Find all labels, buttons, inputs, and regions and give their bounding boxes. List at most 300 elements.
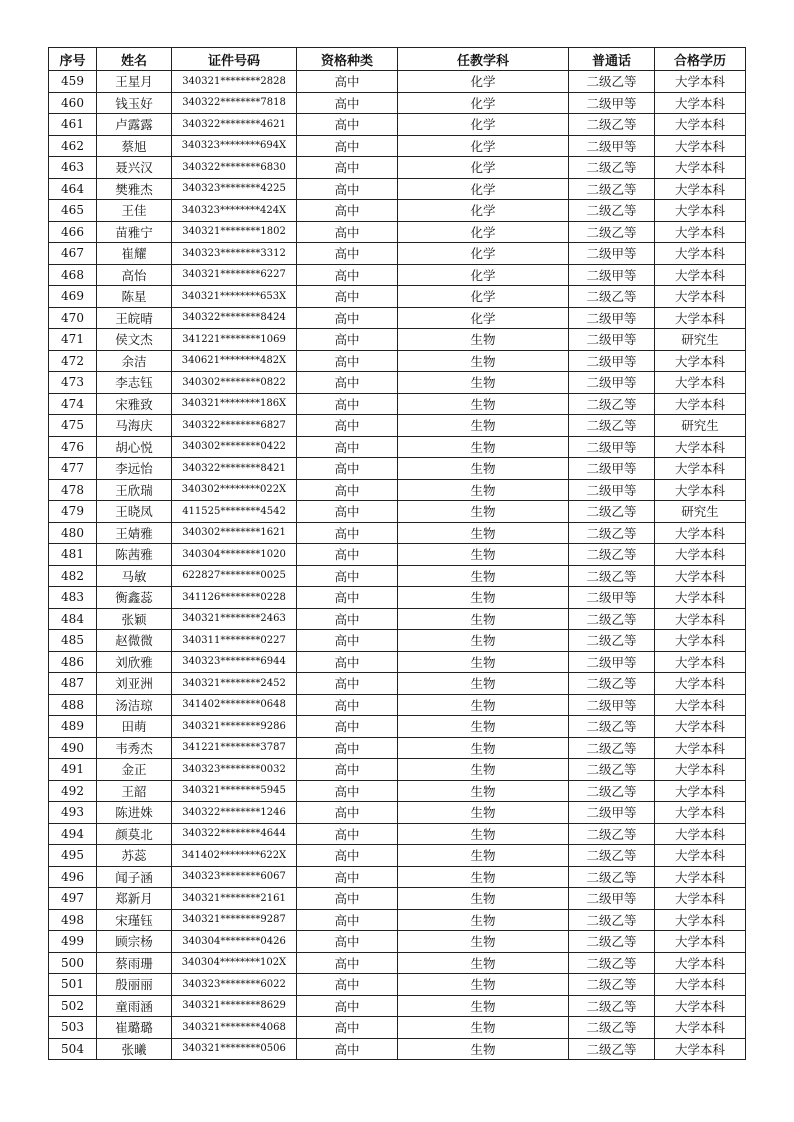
table-row (49, 92, 746, 114)
cell-qualification-type: 高中 (297, 393, 398, 415)
cell-qualification-type: 高中 (297, 372, 398, 394)
cell-mandarin-level: 二级甲等 (569, 479, 655, 501)
cell-name: 马海庆 (97, 415, 172, 437)
table-row (49, 522, 746, 544)
cell-name: 高怡 (97, 264, 172, 286)
cell-subject: 生物 (398, 888, 569, 910)
cell-qualification-type: 高中 (297, 931, 398, 953)
cell-id-number: 340323********6022 (172, 974, 297, 996)
table-row (49, 587, 746, 609)
cell-seq: 466 (49, 221, 97, 243)
cell-id-number: 340304********1020 (172, 544, 297, 566)
cell-id-number: 340322********6827 (172, 415, 297, 437)
cell-subject: 生物 (398, 974, 569, 996)
roster-table (48, 47, 746, 1060)
cell-mandarin-level: 二级乙等 (569, 931, 655, 953)
cell-seq: 478 (49, 479, 97, 501)
cell-mandarin-level: 二级乙等 (569, 544, 655, 566)
cell-id-number: 340304********102X (172, 952, 297, 974)
cell-id-number: 340321********4068 (172, 1017, 297, 1039)
cell-mandarin-level: 二级乙等 (569, 393, 655, 415)
cell-seq: 461 (49, 114, 97, 136)
cell-mandarin-level: 二级乙等 (569, 415, 655, 437)
cell-subject: 生物 (398, 458, 569, 480)
cell-education: 大学本科 (655, 952, 746, 974)
table-row (49, 802, 746, 824)
cell-mandarin-level: 二级甲等 (569, 372, 655, 394)
cell-education: 大学本科 (655, 802, 746, 824)
cell-qualification-type: 高中 (297, 501, 398, 523)
cell-subject: 生物 (398, 909, 569, 931)
cell-education: 研究生 (655, 415, 746, 437)
cell-qualification-type: 高中 (297, 71, 398, 93)
cell-education: 大学本科 (655, 587, 746, 609)
cell-name: 蔡雨珊 (97, 952, 172, 974)
table-row (49, 372, 746, 394)
cell-qualification-type: 高中 (297, 135, 398, 157)
cell-subject: 生物 (398, 501, 569, 523)
cell-seq: 491 (49, 759, 97, 781)
cell-subject: 生物 (398, 995, 569, 1017)
cell-id-number: 340322********1246 (172, 802, 297, 824)
cell-education: 大学本科 (655, 974, 746, 996)
cell-subject: 化学 (398, 264, 569, 286)
cell-name: 侯文杰 (97, 329, 172, 351)
cell-qualification-type: 高中 (297, 802, 398, 824)
cell-mandarin-level: 二级乙等 (569, 716, 655, 738)
cell-education: 大学本科 (655, 157, 746, 179)
cell-seq: 464 (49, 178, 97, 200)
cell-subject: 化学 (398, 157, 569, 179)
cell-name: 童雨涵 (97, 995, 172, 1017)
cell-education: 大学本科 (655, 522, 746, 544)
cell-mandarin-level: 二级甲等 (569, 436, 655, 458)
cell-id-number: 340311********0227 (172, 630, 297, 652)
cell-education: 大学本科 (655, 286, 746, 308)
table-row (49, 630, 746, 652)
cell-qualification-type: 高中 (297, 587, 398, 609)
cell-mandarin-level: 二级乙等 (569, 780, 655, 802)
cell-id-number: 340321********6227 (172, 264, 297, 286)
cell-seq: 503 (49, 1017, 97, 1039)
cell-education: 大学本科 (655, 350, 746, 372)
cell-subject: 生物 (398, 436, 569, 458)
table-row (49, 952, 746, 974)
cell-qualification-type: 高中 (297, 845, 398, 867)
cell-id-number: 340321********2463 (172, 608, 297, 630)
cell-id-number: 341126********0228 (172, 587, 297, 609)
cell-mandarin-level: 二级甲等 (569, 307, 655, 329)
cell-qualification-type: 高中 (297, 221, 398, 243)
cell-seq: 483 (49, 587, 97, 609)
cell-seq: 467 (49, 243, 97, 265)
cell-mandarin-level: 二级乙等 (569, 114, 655, 136)
cell-name: 钱玉好 (97, 92, 172, 114)
cell-qualification-type: 高中 (297, 522, 398, 544)
cell-qualification-type: 高中 (297, 974, 398, 996)
cell-id-number: 340302********1621 (172, 522, 297, 544)
cell-seq: 471 (49, 329, 97, 351)
cell-mandarin-level: 二级甲等 (569, 651, 655, 673)
cell-mandarin-level: 二级乙等 (569, 759, 655, 781)
cell-subject: 生物 (398, 931, 569, 953)
cell-name: 王皖晴 (97, 307, 172, 329)
cell-subject: 生物 (398, 866, 569, 888)
cell-qualification-type: 高中 (297, 759, 398, 781)
table-header-row (49, 48, 746, 71)
table-row (49, 243, 746, 265)
header-subject: 任教学科 (398, 48, 569, 71)
cell-mandarin-level: 二级乙等 (569, 737, 655, 759)
cell-education: 大学本科 (655, 479, 746, 501)
table-row (49, 866, 746, 888)
cell-name: 王韶 (97, 780, 172, 802)
cell-education: 大学本科 (655, 436, 746, 458)
cell-qualification-type: 高中 (297, 651, 398, 673)
cell-education: 大学本科 (655, 673, 746, 695)
cell-id-number: 340302********0422 (172, 436, 297, 458)
cell-qualification-type: 高中 (297, 866, 398, 888)
cell-seq: 477 (49, 458, 97, 480)
cell-mandarin-level: 二级甲等 (569, 329, 655, 351)
cell-id-number: 340323********4225 (172, 178, 297, 200)
table-row (49, 458, 746, 480)
cell-name: 卢露露 (97, 114, 172, 136)
cell-id-number: 340322********4621 (172, 114, 297, 136)
cell-id-number: 341402********622X (172, 845, 297, 867)
cell-subject: 化学 (398, 200, 569, 222)
cell-education: 大学本科 (655, 759, 746, 781)
cell-id-number: 340321********9286 (172, 716, 297, 738)
cell-id-number: 340321********0506 (172, 1038, 297, 1060)
table-row (49, 608, 746, 630)
cell-education: 大学本科 (655, 71, 746, 93)
cell-subject: 生物 (398, 673, 569, 695)
cell-seq: 479 (49, 501, 97, 523)
cell-name: 顾宗杨 (97, 931, 172, 953)
cell-seq: 504 (49, 1038, 97, 1060)
cell-subject: 生物 (398, 845, 569, 867)
cell-subject: 生物 (398, 716, 569, 738)
cell-name: 蔡旭 (97, 135, 172, 157)
cell-mandarin-level: 二级乙等 (569, 178, 655, 200)
cell-subject: 生物 (398, 630, 569, 652)
cell-id-number: 340321********9287 (172, 909, 297, 931)
cell-subject: 生物 (398, 522, 569, 544)
cell-seq: 493 (49, 802, 97, 824)
table-row (49, 780, 746, 802)
cell-id-number: 340321********186X (172, 393, 297, 415)
cell-qualification-type: 高中 (297, 329, 398, 351)
cell-education: 研究生 (655, 329, 746, 351)
cell-mandarin-level: 二级乙等 (569, 565, 655, 587)
cell-subject: 生物 (398, 393, 569, 415)
table-row (49, 221, 746, 243)
cell-id-number: 341221********3787 (172, 737, 297, 759)
cell-subject: 生物 (398, 952, 569, 974)
cell-name: 殷丽丽 (97, 974, 172, 996)
table-row (49, 651, 746, 673)
table-row (49, 673, 746, 695)
cell-seq: 489 (49, 716, 97, 738)
cell-subject: 生物 (398, 350, 569, 372)
cell-subject: 化学 (398, 114, 569, 136)
cell-name: 田萌 (97, 716, 172, 738)
cell-seq: 465 (49, 200, 97, 222)
cell-subject: 化学 (398, 135, 569, 157)
cell-subject: 化学 (398, 243, 569, 265)
cell-mandarin-level: 二级乙等 (569, 952, 655, 974)
cell-id-number: 622827********0025 (172, 565, 297, 587)
cell-mandarin-level: 二级甲等 (569, 802, 655, 824)
table-row (49, 501, 746, 523)
cell-name: 宋瑾钰 (97, 909, 172, 931)
cell-qualification-type: 高中 (297, 780, 398, 802)
cell-mandarin-level: 二级乙等 (569, 501, 655, 523)
cell-qualification-type: 高中 (297, 952, 398, 974)
cell-qualification-type: 高中 (297, 350, 398, 372)
table-row (49, 974, 746, 996)
cell-mandarin-level: 二级乙等 (569, 823, 655, 845)
cell-id-number: 340322********8421 (172, 458, 297, 480)
cell-name: 刘亚洲 (97, 673, 172, 695)
cell-subject: 化学 (398, 286, 569, 308)
cell-name: 王佳 (97, 200, 172, 222)
cell-mandarin-level: 二级乙等 (569, 1038, 655, 1060)
table-row (49, 393, 746, 415)
cell-seq: 460 (49, 92, 97, 114)
cell-education: 大学本科 (655, 780, 746, 802)
cell-id-number: 340321********8629 (172, 995, 297, 1017)
cell-subject: 生物 (398, 479, 569, 501)
cell-mandarin-level: 二级乙等 (569, 866, 655, 888)
cell-name: 赵微微 (97, 630, 172, 652)
cell-seq: 500 (49, 952, 97, 974)
table-body (49, 71, 746, 1060)
cell-name: 王欣瑞 (97, 479, 172, 501)
cell-subject: 化学 (398, 221, 569, 243)
cell-qualification-type: 高中 (297, 630, 398, 652)
cell-education: 大学本科 (655, 200, 746, 222)
cell-mandarin-level: 二级乙等 (569, 200, 655, 222)
cell-education: 大学本科 (655, 243, 746, 265)
cell-name: 崔耀 (97, 243, 172, 265)
cell-qualification-type: 高中 (297, 264, 398, 286)
cell-subject: 化学 (398, 178, 569, 200)
cell-seq: 468 (49, 264, 97, 286)
cell-qualification-type: 高中 (297, 565, 398, 587)
cell-name: 闻子涵 (97, 866, 172, 888)
cell-mandarin-level: 二级乙等 (569, 157, 655, 179)
cell-education: 大学本科 (655, 1038, 746, 1060)
cell-seq: 492 (49, 780, 97, 802)
cell-id-number: 340321********1802 (172, 221, 297, 243)
header-education: 合格学历 (655, 48, 746, 71)
cell-name: 韦秀杰 (97, 737, 172, 759)
cell-name: 衡鑫蕊 (97, 587, 172, 609)
cell-qualification-type: 高中 (297, 909, 398, 931)
cell-seq: 476 (49, 436, 97, 458)
cell-seq: 469 (49, 286, 97, 308)
cell-id-number: 340621********482X (172, 350, 297, 372)
cell-qualification-type: 高中 (297, 286, 398, 308)
cell-seq: 459 (49, 71, 97, 93)
cell-mandarin-level: 二级乙等 (569, 974, 655, 996)
table-row (49, 157, 746, 179)
cell-qualification-type: 高中 (297, 307, 398, 329)
cell-seq: 502 (49, 995, 97, 1017)
cell-name: 张曦 (97, 1038, 172, 1060)
cell-id-number: 340322********4644 (172, 823, 297, 845)
cell-id-number: 340323********694X (172, 135, 297, 157)
cell-name: 王晓凤 (97, 501, 172, 523)
table-row (49, 888, 746, 910)
cell-id-number: 340323********6067 (172, 866, 297, 888)
cell-id-number: 340323********0032 (172, 759, 297, 781)
cell-id-number: 411525********4542 (172, 501, 297, 523)
cell-qualification-type: 高中 (297, 608, 398, 630)
cell-id-number: 340302********0822 (172, 372, 297, 394)
cell-education: 大学本科 (655, 135, 746, 157)
table-row (49, 286, 746, 308)
cell-mandarin-level: 二级乙等 (569, 221, 655, 243)
cell-id-number: 340323********3312 (172, 243, 297, 265)
cell-qualification-type: 高中 (297, 436, 398, 458)
cell-seq: 482 (49, 565, 97, 587)
cell-subject: 生物 (398, 587, 569, 609)
cell-qualification-type: 高中 (297, 200, 398, 222)
cell-subject: 化学 (398, 307, 569, 329)
table-row (49, 200, 746, 222)
cell-seq: 481 (49, 544, 97, 566)
cell-qualification-type: 高中 (297, 92, 398, 114)
cell-qualification-type: 高中 (297, 673, 398, 695)
cell-seq: 487 (49, 673, 97, 695)
cell-qualification-type: 高中 (297, 178, 398, 200)
cell-education: 大学本科 (655, 694, 746, 716)
table-row (49, 178, 746, 200)
cell-subject: 生物 (398, 372, 569, 394)
cell-name: 郑新月 (97, 888, 172, 910)
table-row (49, 479, 746, 501)
cell-seq: 501 (49, 974, 97, 996)
cell-seq: 499 (49, 931, 97, 953)
cell-education: 大学本科 (655, 823, 746, 845)
cell-id-number: 340321********5945 (172, 780, 297, 802)
cell-education: 大学本科 (655, 372, 746, 394)
cell-seq: 474 (49, 393, 97, 415)
cell-seq: 484 (49, 608, 97, 630)
cell-qualification-type: 高中 (297, 544, 398, 566)
table-row (49, 71, 746, 93)
cell-name: 王婧雅 (97, 522, 172, 544)
cell-mandarin-level: 二级乙等 (569, 1017, 655, 1039)
cell-mandarin-level: 二级乙等 (569, 909, 655, 931)
cell-mandarin-level: 二级乙等 (569, 995, 655, 1017)
cell-qualification-type: 高中 (297, 995, 398, 1017)
header-name: 姓名 (97, 48, 172, 71)
cell-id-number: 340321********653X (172, 286, 297, 308)
cell-subject: 生物 (398, 1017, 569, 1039)
cell-education: 大学本科 (655, 307, 746, 329)
cell-subject: 生物 (398, 802, 569, 824)
header-mandarin-level: 普通话 (569, 48, 655, 71)
cell-id-number: 341221********1069 (172, 329, 297, 351)
table-row (49, 565, 746, 587)
cell-seq: 470 (49, 307, 97, 329)
cell-qualification-type: 高中 (297, 157, 398, 179)
cell-subject: 生物 (398, 544, 569, 566)
cell-name: 苗雅宁 (97, 221, 172, 243)
cell-qualification-type: 高中 (297, 737, 398, 759)
cell-subject: 化学 (398, 92, 569, 114)
cell-seq: 494 (49, 823, 97, 845)
cell-id-number: 340322********6830 (172, 157, 297, 179)
cell-mandarin-level: 二级乙等 (569, 630, 655, 652)
cell-education: 大学本科 (655, 565, 746, 587)
cell-name: 余洁 (97, 350, 172, 372)
cell-seq: 498 (49, 909, 97, 931)
cell-education: 大学本科 (655, 888, 746, 910)
cell-id-number: 340321********2828 (172, 71, 297, 93)
cell-qualification-type: 高中 (297, 458, 398, 480)
cell-seq: 496 (49, 866, 97, 888)
table-row (49, 264, 746, 286)
table-row (49, 544, 746, 566)
cell-name: 刘欣雅 (97, 651, 172, 673)
cell-subject: 生物 (398, 1038, 569, 1060)
cell-subject: 生物 (398, 608, 569, 630)
cell-qualification-type: 高中 (297, 243, 398, 265)
cell-education: 大学本科 (655, 866, 746, 888)
table-row (49, 995, 746, 1017)
cell-seq: 497 (49, 888, 97, 910)
cell-id-number: 341402********0648 (172, 694, 297, 716)
cell-name: 聂兴汉 (97, 157, 172, 179)
cell-mandarin-level: 二级乙等 (569, 522, 655, 544)
table-row (49, 737, 746, 759)
cell-name: 陈星 (97, 286, 172, 308)
cell-subject: 生物 (398, 694, 569, 716)
table-row (49, 694, 746, 716)
cell-qualification-type: 高中 (297, 114, 398, 136)
cell-id-number: 340322********7818 (172, 92, 297, 114)
cell-seq: 486 (49, 651, 97, 673)
cell-education: 大学本科 (655, 221, 746, 243)
cell-name: 金正 (97, 759, 172, 781)
header-qualification-type: 资格种类 (297, 48, 398, 71)
table-row (49, 759, 746, 781)
cell-subject: 生物 (398, 565, 569, 587)
cell-mandarin-level: 二级乙等 (569, 673, 655, 695)
table-row (49, 1038, 746, 1060)
cell-name: 崔璐璐 (97, 1017, 172, 1039)
table-row (49, 716, 746, 738)
cell-name: 李志钰 (97, 372, 172, 394)
cell-name: 汤洁琼 (97, 694, 172, 716)
cell-name: 宋雅致 (97, 393, 172, 415)
cell-education: 大学本科 (655, 716, 746, 738)
cell-id-number: 340321********2452 (172, 673, 297, 695)
cell-id-number: 340323********6944 (172, 651, 297, 673)
cell-education: 大学本科 (655, 995, 746, 1017)
cell-education: 大学本科 (655, 178, 746, 200)
cell-subject: 生物 (398, 759, 569, 781)
cell-name: 苏蕊 (97, 845, 172, 867)
cell-education: 大学本科 (655, 845, 746, 867)
cell-mandarin-level: 二级甲等 (569, 458, 655, 480)
cell-seq: 472 (49, 350, 97, 372)
